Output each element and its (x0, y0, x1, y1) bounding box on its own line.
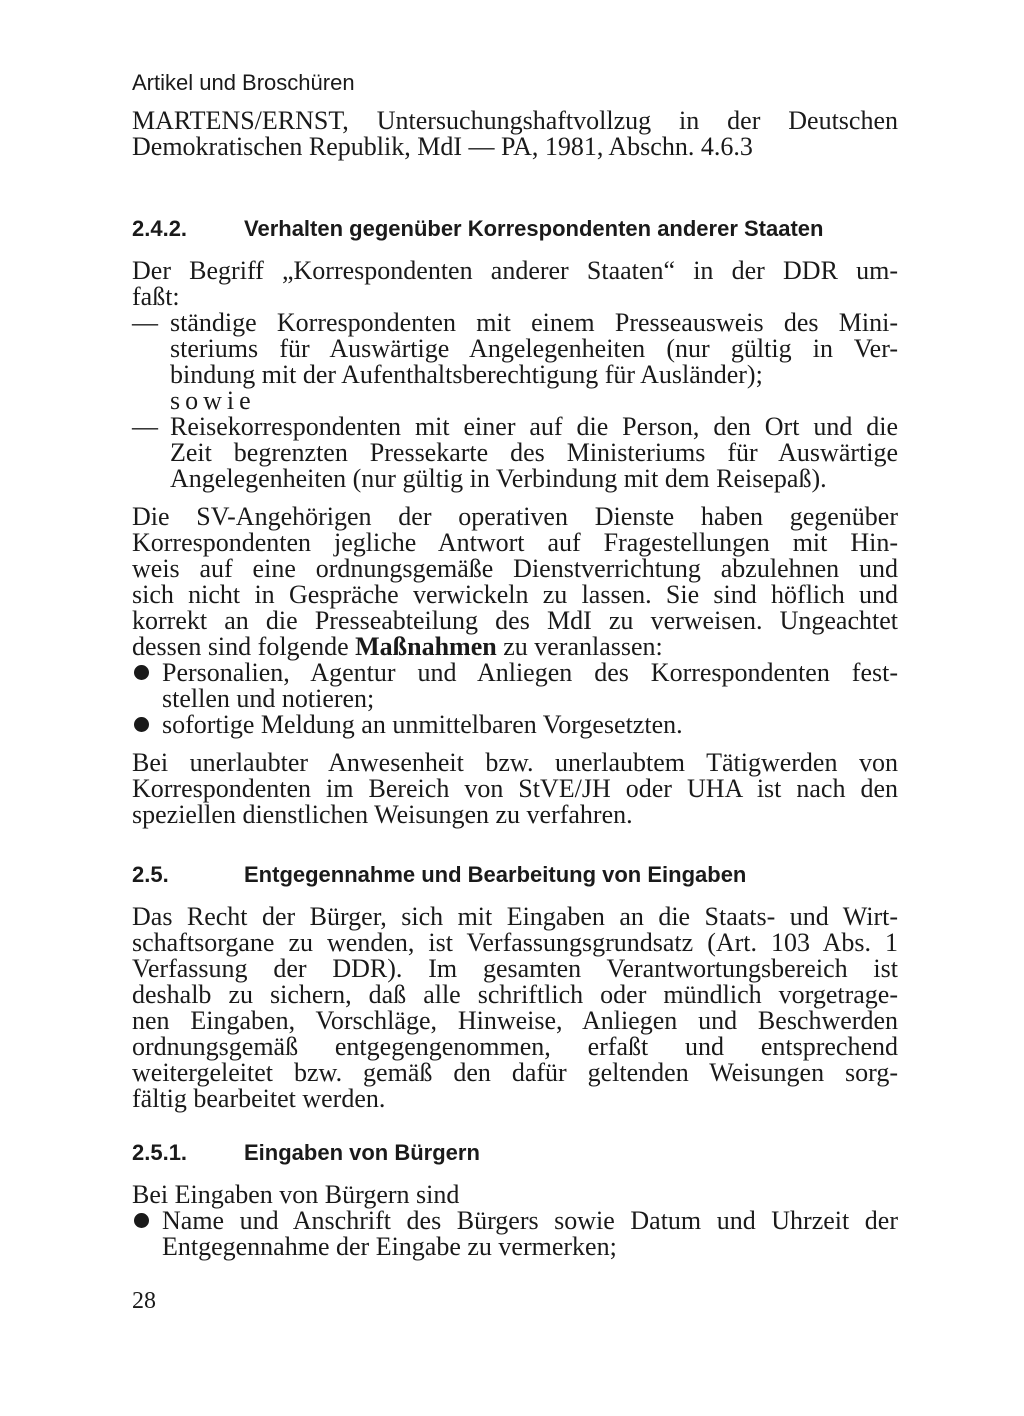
paragraph-line: Verfassung der DDR). Im gesamten Verantwortungsbereich ist (132, 954, 898, 983)
bullet-list-item (132, 660, 898, 712)
paragraph-line: schaftsorgane zu wenden, ist Verfassungsgrundsatz (Art. 103 Abs. 1 (132, 928, 898, 957)
list-item-line: bindung mit der Aufenthaltsberechtigung für Ausländer); (170, 360, 763, 389)
dash-list-item: — ständige Korrespondenten mit einem Presseausweis des Mini- steriums für Auswärtige Angelegenheiten (nur gültig in Ver- bindung mit der Aufenthaltsberechtigung für Ausländer); sowie (132, 308, 898, 415)
paragraph-line: Bei Eingaben von Bürgern sind (132, 1180, 460, 1209)
section-title: Eingaben von Bürgern (244, 1140, 480, 1165)
list-item-line: ständige Korrespondenten mit einem Presseausweis des Mini- (170, 308, 898, 337)
paragraph-line: Die SV-Angehörigen der operativen Dienste haben gegenüber (132, 502, 898, 531)
paragraph-line: Bei unerlaubter Anwesenheit bzw. unerlaubtem Tätigwerden von (132, 748, 898, 777)
paragraph-line: sich nicht in Gespräche verwickeln zu lassen. Sie sind höflich und (132, 580, 898, 609)
reference-section (132, 70, 898, 160)
paragraph-line: faßt: (132, 282, 180, 311)
bullet-list-item (132, 712, 898, 738)
paragraph-line: weis auf eine ordnungsgemäße Dienstverrichtung abzulehnen und (132, 554, 898, 583)
section-number: 2.4.2. (132, 216, 188, 241)
conjunction-text: sowie (170, 386, 256, 415)
section-body (132, 904, 898, 1112)
reference-label: Artikel und Broschüren (132, 70, 355, 95)
section-number: 2.5.1. (132, 1140, 188, 1165)
dash-list-item: — Reisekorrespondenten mit einer auf die Person, den Ort und die Zeit begrenzten Pressekarte des Ministeriums für Auswärtige Angelegenheiten (nur gültig in Verbindung mit dem Reisepaß). (132, 412, 898, 493)
section-title: Verhalten gegenüber Korrespondenten anderer Staaten (244, 216, 824, 241)
list-item-line: steriums für Auswärtige Angelegenheiten (nur gültig in Ver- (170, 334, 898, 363)
list-item-line: Name und Anschrift des Bürgers sowie Datum und Uhrzeit der (162, 1206, 898, 1235)
paragraph-line: ordnungsgemäß entgegengenommen, erfaßt und entsprechend (132, 1032, 898, 1061)
paragraph-line: weitergeleitet bzw. gemäß den dafür geltenden Weisungen sorg- (132, 1058, 898, 1087)
bullet-icon (134, 665, 149, 680)
bullet-icon (134, 717, 149, 732)
section-title: Entgegennahme und Bearbeitung von Eingaben (244, 862, 747, 887)
section-heading (132, 1140, 480, 1166)
paragraph-line: deshalb zu sichern, daß alle schriftlich oder mündlich vorgetrage- (132, 980, 898, 1009)
list-item-line: Personalien, Agentur und Anliegen des Korrespondenten fest- (162, 658, 898, 687)
paragraph (132, 504, 898, 660)
paragraph-line: speziellen dienstlichen Weisungen zu verfahren. (132, 800, 633, 829)
list-item-line: stellen und notieren; (162, 684, 375, 713)
section-body (132, 258, 898, 828)
reference-line: Demokratischen Republik, MdI — PA, 1981, Abschn. 4.6.3 (132, 132, 753, 161)
paragraph-line: Der Begriff „Korrespondenten anderer Staaten“ in der DDR um- (132, 256, 898, 285)
paragraph-line: korrekt an die Presseabteilung des MdI zu verweisen. Ungeachtet (132, 606, 898, 635)
bullet-icon (134, 1213, 149, 1228)
paragraph-line: Das Recht der Bürger, sich mit Eingaben an die Staats- und Wirt- (132, 902, 898, 931)
reference-line: MARTENS/ERNST, Untersuchungshaftvollzug in der Deutschen (132, 106, 898, 135)
section-body (132, 1182, 898, 1260)
list-item-line: Zeit begrenzten Pressekarte des Ministeriums für Auswärtige (170, 438, 898, 467)
list-item-line: Entgegennahme der Eingabe zu vermerken; (162, 1232, 617, 1261)
list-item-line: Reisekorrespondenten mit einer auf die Person, den Ort und die (170, 412, 898, 441)
list-item-line: sofortige Meldung an unmittelbaren Vorgesetzten. (162, 710, 683, 739)
paragraph-line: Korrespondenten jegliche Antwort auf Fragestellungen mit Hin- (132, 528, 898, 557)
section-number: 2.5. (132, 862, 169, 887)
paragraph-line: nen Eingaben, Vorschläge, Hinweise, Anliegen und Beschwerden (132, 1006, 898, 1035)
paragraph-line: dessen sind folgende Maßnahmen zu veranlassen: (132, 632, 663, 661)
emphasis-text: Maßnahmen (355, 632, 497, 661)
paragraph (132, 750, 898, 828)
page-number: 28 (132, 1288, 156, 1314)
section-heading (132, 216, 823, 242)
paragraph-line: fältig bearbeitet werden. (132, 1084, 386, 1113)
paragraph-line: Korrespondenten im Bereich von StVE/JH oder UHA ist nach den (132, 774, 898, 803)
list-item-line: Angelegenheiten (nur gültig in Verbindung mit dem Reisepaß). (170, 464, 827, 493)
bullet-list-item (132, 1208, 898, 1260)
section-heading (132, 862, 746, 888)
